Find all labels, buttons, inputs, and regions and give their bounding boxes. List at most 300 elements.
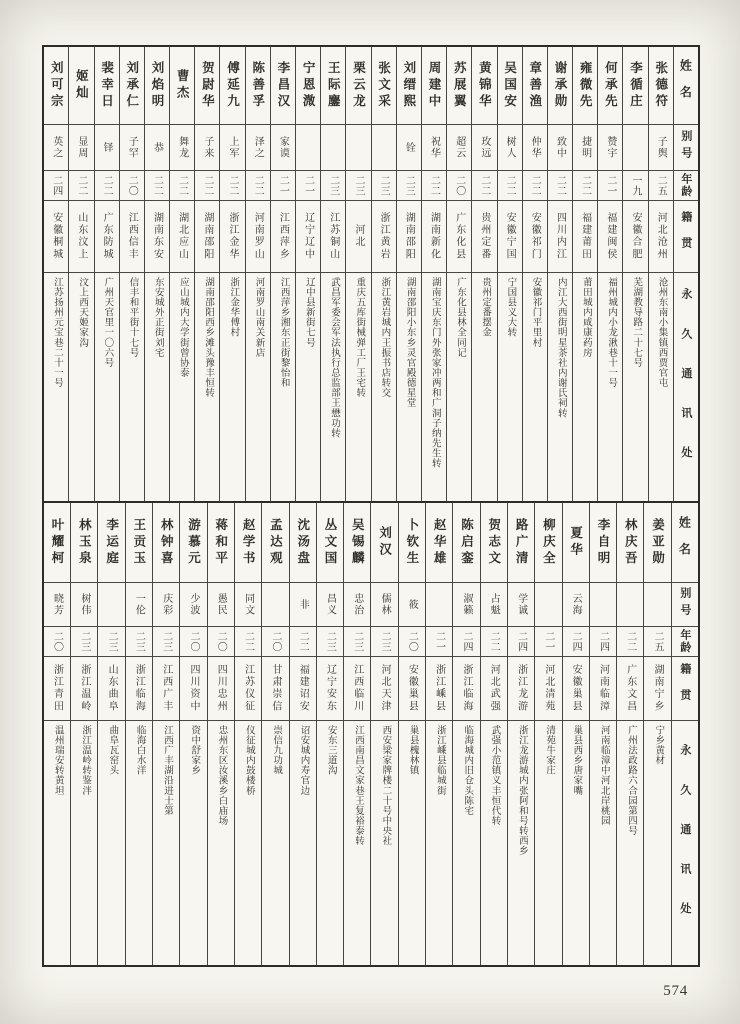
person-address: 浙江金华傅村 — [228, 277, 239, 338]
person-address: 浙江黄岩城内王振书店转交 — [379, 277, 390, 398]
person-column — [372, 47, 397, 501]
person-name-cell — [535, 503, 561, 583]
person-column — [98, 503, 125, 965]
person-column — [523, 47, 548, 501]
person-age: 二三 — [324, 630, 336, 653]
person-address-cell — [71, 721, 97, 965]
person-alias-cell — [371, 583, 397, 627]
person-column — [170, 47, 195, 501]
person-native: 浙江金华 — [227, 212, 239, 261]
person-native-cell — [399, 657, 425, 721]
person-column — [344, 503, 371, 965]
person-name: 林玉泉 — [77, 517, 92, 568]
person-age-cell — [98, 627, 124, 657]
person-alias-cell — [346, 125, 370, 171]
person-name: 夏华 — [568, 526, 583, 559]
person-alias-cell — [548, 125, 572, 171]
person-name: 陈启銮 — [459, 517, 474, 568]
person-age-cell — [344, 627, 370, 657]
person-address-cell — [208, 721, 234, 965]
person-age: 二一 — [433, 630, 445, 653]
person-address: 沧州东南小集镇西贾官屯 — [656, 277, 667, 388]
person-age: 二三 — [352, 174, 364, 197]
person-alias-cell — [644, 583, 670, 627]
header-name-label: 姓名 — [678, 59, 693, 112]
header-native-label: 籍贯 — [678, 662, 691, 715]
person-name: 裴幸日 — [99, 60, 114, 111]
person-age: 二〇 — [215, 630, 227, 653]
person-name: 李循庄 — [628, 60, 643, 111]
person-native-cell — [170, 201, 194, 273]
person-native: 辽宁辽中 — [302, 212, 314, 261]
person-column — [535, 503, 562, 965]
person-native: 江西信丰 — [126, 212, 138, 261]
person-alias: 树人 — [504, 136, 516, 159]
person-name: 傅延九 — [225, 60, 240, 111]
person-name-cell — [271, 47, 295, 125]
person-address-cell — [649, 273, 673, 501]
person-address-cell — [397, 273, 421, 501]
person-native: 河南临漳 — [597, 664, 609, 713]
person-address-cell — [195, 273, 219, 501]
person-name-cell — [590, 503, 616, 583]
person-column — [321, 47, 346, 501]
person-age-cell — [44, 171, 68, 201]
person-native-cell — [590, 657, 616, 721]
person-age: 二二 — [529, 174, 541, 197]
person-age-cell — [617, 627, 643, 657]
person-name: 姜亚勋 — [650, 517, 665, 568]
person-column — [126, 503, 153, 965]
person-name: 林钟喜 — [159, 517, 174, 568]
person-native-cell — [623, 201, 647, 273]
person-native-cell — [535, 657, 561, 721]
person-address: 信丰和平街十七号 — [127, 277, 138, 358]
person-native: 湖南邵阳 — [201, 212, 213, 261]
person-native-cell — [548, 201, 572, 273]
person-age: 二二 — [624, 630, 636, 653]
person-column — [453, 503, 480, 965]
directory-table-upper — [44, 47, 698, 501]
person-native-cell — [397, 201, 421, 273]
person-age: 二二 — [176, 174, 188, 197]
person-address: 广州法政路六合园第四号 — [626, 725, 636, 836]
person-age: 二〇 — [188, 630, 199, 653]
person-name-cell — [372, 47, 396, 125]
person-native-cell — [344, 657, 370, 721]
person-native: 浙江临海 — [133, 664, 145, 713]
person-column — [262, 503, 289, 965]
person-alias-cell — [623, 125, 647, 171]
person-native: 四川内江 — [554, 212, 566, 261]
person-address: 湖南宝庆东门外张家冲两和广洞子纳先生转 — [429, 277, 440, 469]
person-native: 河北 — [352, 224, 364, 249]
person-name-cell — [290, 503, 316, 583]
person-age: 二〇 — [51, 630, 63, 653]
person-alias: 愚民 — [215, 593, 227, 616]
person-address-cell — [371, 721, 397, 965]
header-age-label: 年龄 — [678, 629, 691, 654]
person-address: 广东化县林全同记 — [454, 277, 465, 358]
person-alias-cell — [447, 125, 471, 171]
person-address-cell — [321, 273, 345, 501]
person-name-cell — [145, 47, 169, 125]
person-address: 巢县槐林镇 — [407, 725, 418, 776]
person-address: 江西萍乡湘东正街黎怡和 — [278, 277, 289, 388]
person-address-cell — [153, 721, 179, 965]
person-alias: 祝华 — [428, 136, 440, 159]
person-column — [508, 503, 535, 965]
person-age: 二四 — [515, 630, 527, 653]
person-name: 刘汉 — [377, 526, 392, 559]
person-age: 二四 — [460, 630, 472, 653]
person-name-cell — [246, 47, 270, 125]
person-native: 浙江龙游 — [515, 664, 527, 713]
person-age-cell — [426, 627, 452, 657]
person-alias: 昌义 — [324, 593, 336, 616]
person-address-cell — [523, 273, 547, 501]
person-age-cell — [548, 171, 572, 201]
person-address: 温州瑞安转黄坦 — [52, 725, 63, 796]
person-alias: 超云 — [453, 136, 465, 159]
person-native-cell — [644, 657, 670, 721]
person-age-cell — [523, 171, 547, 201]
person-alias-cell — [126, 583, 152, 627]
person-name: 李运庭 — [104, 517, 119, 568]
person-name-cell — [573, 47, 597, 125]
person-column — [71, 503, 98, 965]
person-alias: 家谟 — [277, 136, 289, 159]
person-address: 清苑牛家庄 — [544, 725, 555, 776]
person-name: 贺尉华 — [200, 60, 215, 111]
person-native-cell — [126, 657, 152, 721]
person-name: 苏展翼 — [452, 60, 467, 111]
person-column — [498, 47, 523, 501]
person-name: 蒋和平 — [213, 517, 228, 568]
person-address: 武强小范镇义丰恒代转 — [489, 725, 500, 826]
person-age-cell — [44, 627, 70, 657]
person-address-cell — [95, 273, 119, 501]
person-address: 安东三道沟 — [325, 725, 336, 776]
person-address: 辽中县新街七号 — [303, 277, 314, 348]
person-native: 湖南宁乡 — [652, 664, 664, 713]
person-age-cell — [69, 171, 93, 201]
person-address-cell — [644, 721, 670, 965]
person-native-cell — [481, 657, 507, 721]
person-alias: 一伦 — [133, 593, 145, 616]
person-column — [69, 47, 94, 501]
person-name-cell — [426, 503, 452, 583]
person-column — [153, 503, 180, 965]
person-native: 甘肃崇信 — [269, 664, 281, 713]
person-address-cell — [235, 721, 261, 965]
person-address: 诏安城内寿官边 — [298, 725, 309, 796]
header-alias-cell — [674, 125, 698, 171]
person-address-cell — [498, 273, 522, 501]
person-native-cell — [426, 657, 452, 721]
person-address: 芜湖教导路二十七号 — [631, 277, 642, 368]
person-column — [548, 47, 573, 501]
person-age: 二五 — [652, 630, 664, 653]
person-alias-cell — [508, 583, 534, 627]
person-alias-cell — [617, 583, 643, 627]
person-address: 汶上西天姬家沟 — [77, 277, 88, 348]
person-column — [95, 47, 120, 501]
person-name: 栗云龙 — [351, 60, 366, 111]
person-alias-cell — [372, 125, 396, 171]
person-age: 二三 — [351, 630, 363, 653]
person-age: 二一 — [604, 174, 616, 197]
person-age-cell — [453, 627, 479, 657]
person-age-cell — [623, 171, 647, 201]
person-age-cell — [170, 171, 194, 201]
person-column — [317, 503, 344, 965]
person-age: 二三 — [403, 174, 415, 197]
person-address-cell — [69, 273, 93, 501]
person-age: 二五 — [655, 174, 667, 197]
person-age: 二三 — [106, 630, 118, 653]
person-name-cell — [296, 47, 320, 125]
person-column — [649, 47, 674, 501]
header-name-cell — [674, 47, 698, 125]
person-name-cell — [208, 503, 234, 583]
person-age-cell — [153, 627, 179, 657]
person-column — [598, 47, 623, 501]
person-alias: 学诚 — [515, 593, 527, 616]
person-alias-cell — [397, 125, 421, 171]
person-age-cell — [644, 627, 670, 657]
person-address: 浙江嵊县临城街 — [434, 725, 445, 796]
person-native-cell — [98, 657, 124, 721]
person-column — [426, 503, 453, 965]
person-address: 崇信九功城 — [271, 725, 282, 776]
person-alias-cell — [220, 125, 244, 171]
person-name-cell — [397, 47, 421, 125]
person-alias: 显周 — [75, 136, 87, 159]
person-age: 二一 — [302, 174, 314, 197]
person-native: 贵州定番 — [478, 212, 490, 261]
person-native: 山东曲阜 — [106, 664, 118, 713]
person-address: 浙江温岭转鉴泮 — [80, 725, 91, 796]
person-age: 二三 — [160, 630, 172, 653]
person-alias: 筱 — [406, 598, 418, 611]
person-native-cell — [447, 201, 471, 273]
person-name-cell — [262, 503, 288, 583]
person-column — [472, 47, 497, 501]
person-address: 曲阜瓦窑头 — [107, 725, 118, 776]
person-address-cell — [290, 721, 316, 965]
person-native-cell — [44, 657, 70, 721]
person-age-cell — [126, 627, 152, 657]
person-age-cell — [346, 171, 370, 201]
person-address-cell — [271, 273, 295, 501]
person-age-cell — [573, 171, 597, 201]
person-age-cell — [321, 171, 345, 201]
person-address-cell — [472, 273, 496, 501]
person-native-cell — [235, 657, 261, 721]
person-native-cell — [317, 657, 343, 721]
person-address-cell — [317, 721, 343, 965]
person-column — [623, 47, 648, 501]
person-alias: 仲华 — [529, 136, 541, 159]
person-column — [590, 503, 617, 965]
person-column — [371, 503, 398, 965]
person-address-cell — [617, 721, 643, 965]
person-column — [271, 47, 296, 501]
person-alias-cell — [523, 125, 547, 171]
person-age-cell — [481, 627, 507, 657]
person-alias: 恭 — [151, 141, 163, 154]
person-column — [180, 503, 207, 965]
person-native: 广东文昌 — [624, 664, 636, 713]
person-column — [397, 47, 422, 501]
person-address-cell — [44, 273, 68, 501]
person-name-cell — [481, 503, 507, 583]
person-native: 河北天津 — [379, 664, 391, 713]
person-address-cell — [422, 273, 446, 501]
person-age-cell — [246, 171, 270, 201]
person-native: 辽宁安东 — [324, 664, 336, 713]
person-alias-cell — [598, 125, 622, 171]
person-native: 湖南新化 — [428, 212, 440, 261]
person-name-cell — [126, 503, 152, 583]
person-alias-cell — [649, 125, 673, 171]
person-address: 湖南邵阳西乡滩头豫丰恒转 — [203, 277, 214, 398]
person-column — [246, 47, 271, 501]
person-address: 西安梁家牌楼二十号中央社 — [380, 725, 391, 846]
person-address-cell — [220, 273, 244, 501]
person-name-cell — [453, 503, 479, 583]
person-age: 二四 — [570, 630, 582, 653]
person-native: 浙江温岭 — [78, 664, 90, 713]
person-address: 江西南昌文家巷王复裕泰转 — [353, 725, 364, 846]
person-native-cell — [195, 201, 219, 273]
person-native: 湖北应山 — [176, 212, 188, 261]
directory-table-lower — [44, 501, 698, 965]
person-alias-cell — [180, 583, 206, 627]
person-column — [563, 503, 590, 965]
person-native-cell — [508, 657, 534, 721]
person-address-cell — [590, 721, 616, 965]
person-alias-cell — [296, 125, 320, 171]
person-alias: 庆彩 — [160, 593, 172, 616]
person-native: 安徽桐城 — [50, 212, 62, 261]
person-alias-cell — [262, 583, 288, 627]
person-address: 临海城内旧仓头陈宅 — [462, 725, 473, 816]
person-age: 二〇 — [126, 174, 138, 197]
person-age-cell — [649, 171, 673, 201]
person-name: 卜钦生 — [404, 517, 419, 568]
person-age-cell — [145, 171, 169, 201]
person-column — [120, 47, 145, 501]
person-name: 李昌汉 — [275, 60, 290, 111]
person-native: 安徽宁国 — [504, 212, 516, 261]
person-alias-cell — [71, 583, 97, 627]
person-alias-cell — [95, 125, 119, 171]
header-native-cell — [674, 201, 698, 273]
person-name: 王际鏖 — [326, 60, 341, 111]
person-age-cell — [598, 171, 622, 201]
header-name-cell — [672, 503, 698, 583]
person-name-cell — [598, 47, 622, 125]
person-column — [44, 503, 71, 965]
header-native-cell — [672, 657, 698, 721]
person-address: 安徽祁门平里村 — [530, 277, 541, 348]
person-alias-cell — [321, 125, 345, 171]
person-alias: 玫远 — [478, 136, 490, 159]
person-alias: 淑籁 — [460, 593, 472, 616]
person-address-cell — [120, 273, 144, 501]
person-alias: 树伟 — [78, 593, 90, 616]
person-name-cell — [44, 503, 70, 583]
person-native-cell — [422, 201, 446, 273]
person-native: 四川资中 — [188, 664, 199, 713]
person-name-cell — [346, 47, 370, 125]
person-name-cell — [344, 503, 370, 583]
person-native: 江苏仪征 — [242, 664, 254, 713]
person-alias-cell — [573, 125, 597, 171]
person-address-cell — [563, 721, 589, 965]
header-name-label: 姓名 — [677, 516, 692, 569]
person-native-cell — [153, 657, 179, 721]
person-alias: 云海 — [570, 593, 582, 616]
person-address: 忠州东区汝溪乡白庙场 — [216, 725, 227, 826]
person-column — [422, 47, 447, 501]
person-native-cell — [44, 201, 68, 273]
person-name-cell — [617, 503, 643, 583]
person-alias: 上军 — [227, 136, 239, 159]
person-address: 河南临漳中河北岸桃园 — [598, 725, 609, 826]
person-age: 二二 — [504, 174, 516, 197]
person-address-cell — [426, 721, 452, 965]
person-alias: 赞宇 — [604, 136, 616, 159]
person-address: 江西广丰湖沿进士第 — [161, 725, 172, 816]
person-age: 二二 — [227, 174, 239, 197]
person-address-cell — [98, 721, 124, 965]
person-age-cell — [120, 171, 144, 201]
person-address-cell — [508, 721, 534, 965]
person-alias: 儒林 — [379, 593, 391, 616]
person-alias-cell — [344, 583, 370, 627]
person-name: 刘缙熙 — [401, 60, 416, 111]
person-alias-cell — [145, 125, 169, 171]
person-alias-cell — [422, 125, 446, 171]
person-address-cell — [453, 721, 479, 965]
person-alias-cell — [246, 125, 270, 171]
person-address-cell — [447, 273, 471, 501]
person-column — [399, 503, 426, 965]
person-native: 安徽合肥 — [630, 212, 642, 261]
person-name-cell — [623, 47, 647, 125]
person-age: 二二 — [252, 174, 264, 197]
person-name: 林庆吾 — [623, 517, 638, 568]
person-age-cell — [563, 627, 589, 657]
person-native: 江西萍乡 — [277, 212, 289, 261]
person-age-cell — [399, 627, 425, 657]
person-native-cell — [120, 201, 144, 273]
person-address: 资中舒家乡 — [189, 725, 200, 776]
person-name: 雍微先 — [578, 60, 593, 111]
person-alias: 捷明 — [579, 136, 591, 159]
person-address: 宁乡黄材 — [653, 725, 664, 766]
person-column — [44, 47, 69, 501]
person-name-cell — [472, 47, 496, 125]
person-name-cell — [69, 47, 93, 125]
person-native: 江西临川 — [351, 664, 363, 713]
person-alias: 非 — [297, 598, 309, 611]
person-native: 浙江嵊县 — [433, 664, 445, 713]
person-alias: 忠治 — [351, 593, 363, 616]
